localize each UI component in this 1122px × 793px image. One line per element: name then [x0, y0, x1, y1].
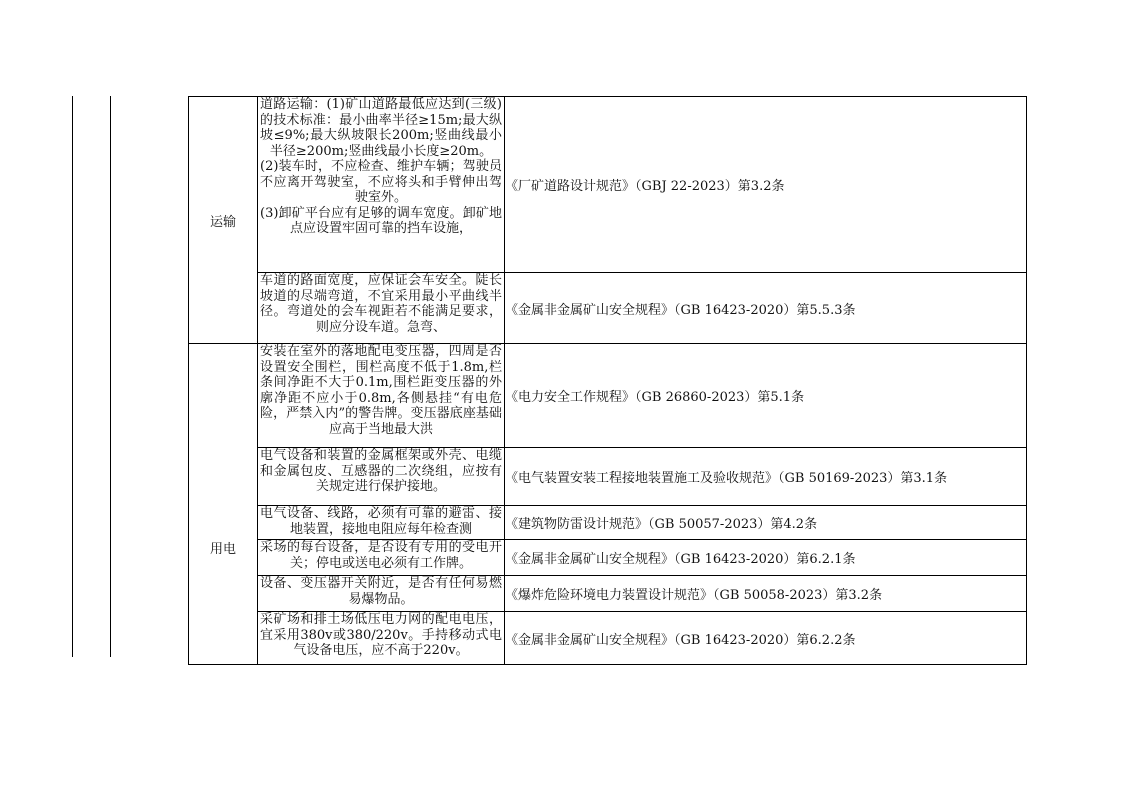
reference-cell: 《金属非金属矿山安全规程》（GB 16423-2020）第5.5.3条: [505, 273, 1027, 344]
requirement-cell: [258, 506, 505, 540]
table-row: [189, 506, 1027, 540]
requirement-text: 车道的路面宽度，应保证会车安全。陡长坡道的尽端弯道，不宜采用最小平曲线半径。弯道处的会车视距若不能满足要求，则应分设车道。急弯、: [260, 273, 502, 335]
table-row: [189, 612, 1027, 665]
requirement-text: 采矿场和排土场低压电力网的配电电压，宜采用380v或380/220v。手持移动式电气设备电压，应不高于220v。: [260, 612, 502, 658]
requirement-text: 电气设备、线路，必须有可靠的避雷、接地装置，接地电阻应每年检查测: [260, 506, 502, 537]
table-row: [189, 540, 1027, 576]
reference-cell: 《建筑物防雷设计规范》（GB 50057-2023）第4.2条: [505, 506, 1027, 540]
category-label: 用电: [209, 541, 236, 557]
requirement-cell: [258, 97, 505, 273]
requirement-cell: [258, 273, 505, 344]
requirement-cell: [258, 540, 505, 576]
table-row: [189, 576, 1027, 612]
category-cell: [189, 344, 258, 665]
reference-cell: 《电气装置安装工程接地装置施工及验收规范》（GB 50169-2023）第3.1条: [505, 448, 1027, 506]
reference-cell: 《爆炸危险环境电力装置设计规范》（GB 50058-2023）第3.2条: [505, 576, 1027, 612]
table-row: [189, 448, 1027, 506]
requirement-cell: [258, 612, 505, 665]
reference-cell: 《金属非金属矿山安全规程》（GB 16423-2020）第6.2.1条: [505, 540, 1027, 576]
requirement-cell: [258, 344, 505, 448]
category-label: 运输: [209, 214, 236, 230]
requirement-text: 设备、变压器开关附近，是否有任何易燃易爆物品。: [260, 576, 502, 607]
left-margin-rule-2: [110, 96, 111, 657]
requirement-text: (3)卸矿平台应有足够的调车宽度。卸矿地点应设置牢固可靠的挡车设施，: [260, 205, 502, 236]
requirement-text: (2)装车时，不应检查、维护车辆；驾驶员不应离开驾驶室，不应将头和手臂伸出驾驶室外。: [260, 159, 502, 205]
requirement-text: 道路运输：(1)矿山道路最低应达到(三级)的技术标准：最小曲率半径≥15m;最大纵坡≤9%;最大纵坡限长200m;竖曲线最小半径≥200m;竖曲线最小长度≥20m。: [260, 97, 502, 159]
table-row: [189, 97, 1027, 273]
requirement-cell: [258, 448, 505, 506]
table-row: [189, 273, 1027, 344]
requirement-cell: [258, 576, 505, 612]
reference-cell: 《电力安全工作规程》（GB 26860-2023）第5.1条: [505, 344, 1027, 448]
table-row: [189, 344, 1027, 448]
category-cell: [189, 97, 258, 344]
requirement-text: 电气设备和装置的金属框架或外壳、电缆和金属包皮、互感器的二次绕组，应按有关规定进行保护接地。: [260, 448, 502, 494]
requirement-text: 采场的每台设备，是否设有专用的受电开关；停电或送电必须有工作牌。: [260, 540, 502, 571]
requirement-text: 安装在室外的落地配电变压器，四周是否设置安全围栏，围栏高度不低于1.8m,栏条间净距不大于0.1m,围栏距变压器的外廓净距不应小于0.8m,各侧悬挂“有电危险，严禁入内”的警告牌。变压器底座基础应高于当地最大洪: [260, 344, 502, 437]
reference-cell: 《厂矿道路设计规范》（GBJ 22-2023）第3.2条: [505, 97, 1027, 273]
reference-cell: 《金属非金属矿山安全规程》（GB 16423-2020）第6.2.2条: [505, 612, 1027, 665]
inspection-table: [188, 96, 1027, 665]
left-margin-rule-1: [72, 96, 73, 657]
